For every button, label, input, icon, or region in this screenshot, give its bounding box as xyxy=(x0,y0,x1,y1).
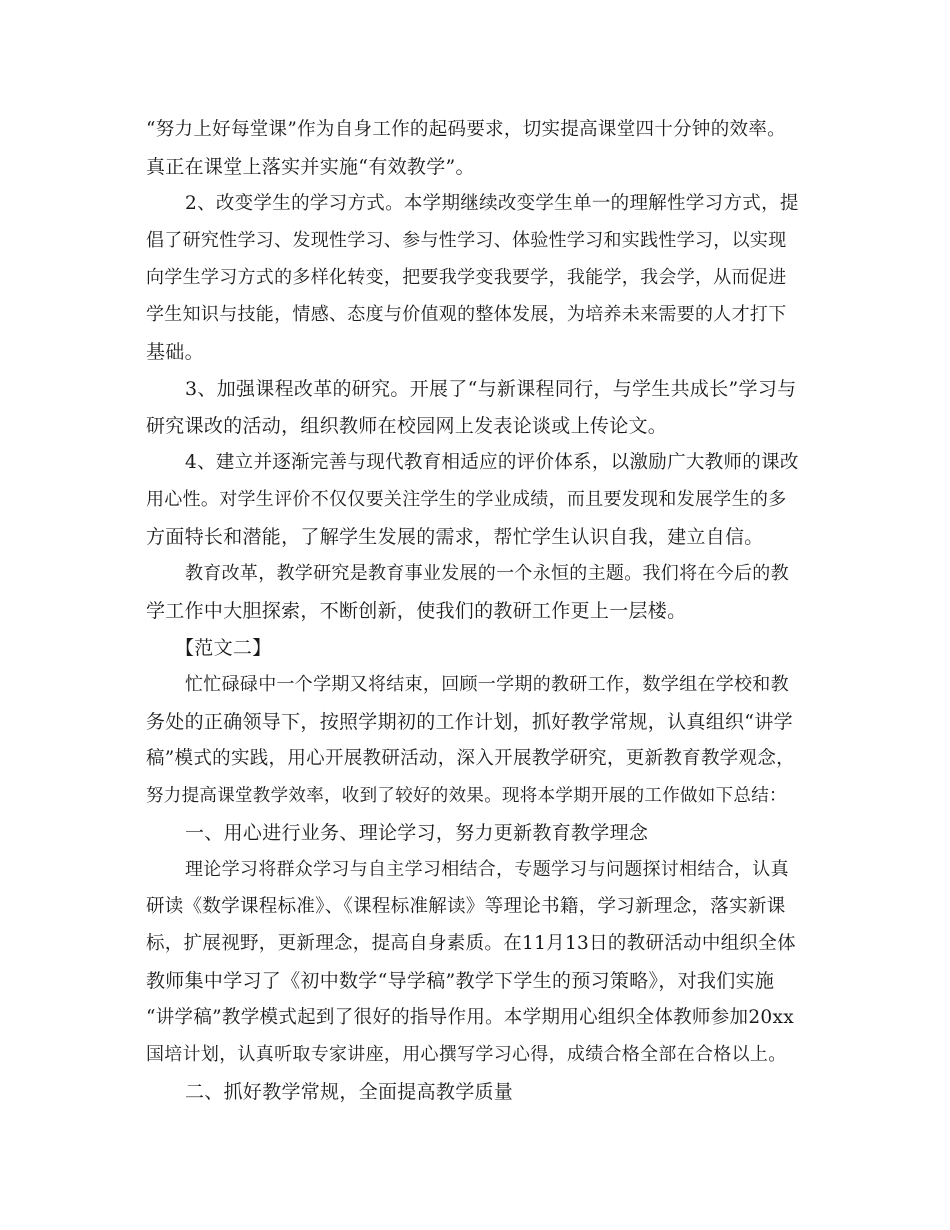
text-line: 基础。 xyxy=(146,341,204,363)
text-line: 标，扩展视野，更新理念，提高自身素质。在11月13日的教研活动中组织全体 xyxy=(146,933,796,954)
text-line: 向学生学习方式的多样化转变，把要我学变我要学，我能学，我会学，从而促进 xyxy=(146,267,787,288)
text-line: 稿”模式的实践，用心开展教研活动，深入开展教学研究，更新教育教学观念， xyxy=(146,748,795,769)
text-line: 国培计划，认真听取专家讲座，用心撰写学习心得，成绩合格全部在合格以上。 xyxy=(146,1044,787,1065)
text-line: 教育改革，教学研究是教育事业发展的一个永恒的主题。我们将在今后的教 xyxy=(185,563,789,584)
text-line: 研究课改的活动，组织教师在校园网上发表论谈或上传论文。 xyxy=(146,415,668,437)
text-line: 研读《数学课程标准》、《课程标准解读》等理论书籍，学习新理念，落实新课 xyxy=(146,896,786,917)
text-line: 理论学习将群众学习与自主学习相结合，专题学习与问题探讨相结合，认真 xyxy=(185,859,789,880)
text-line: 教师集中学习了《初中数学“导学稿”教学下学生的预习策略》，对我们实施 xyxy=(146,970,775,992)
text-line: “努力上好每堂课”作为自身工作的起码要求，切实提高课堂四十分钟的效率。 xyxy=(146,119,786,140)
text-line: 用心性。对学生评价不仅仅要关注学生的学业成绩，而且要发现和发展学生的多 xyxy=(146,489,787,510)
text-line: 2、改变学生的学习方式。本学期继续改变学生单一的理解性学习方式，提 xyxy=(185,193,799,214)
text-line: 方面特长和潜能，了解学生发展的需求，帮忙学生认识自我，建立自信。 xyxy=(146,526,764,548)
text-line: “讲学稿”教学模式起到了很好的指导作用。本学期用心组织全体教师参加20xx xyxy=(146,1007,794,1028)
text-line: 学工作中大胆探索，不断创新，使我们的教研工作更上一层楼。 xyxy=(146,600,687,622)
text-line: 忙忙碌碌中一个学期又将结束，回顾一学期的教研工作，数学组在学校和教 xyxy=(185,674,789,695)
text-line: 真正在课堂上落实并实施“有效教学”。 xyxy=(146,156,475,178)
text-line: 4、建立并逐渐完善与现代教育相适应的评价体系，以激励广大教师的课改 xyxy=(185,452,799,473)
text-line: 努力提高课堂教学效率，收到了较好的效果。现将本学期开展的工作做如下总结： xyxy=(146,786,787,806)
subsection-heading: 一、用心进行业务、理论学习，努力更新教育教学理念 xyxy=(185,822,649,844)
text-line: 倡了研究性学习、发现性学习、参与性学习、体验性学习和实践性学习，以实现 xyxy=(146,230,787,251)
text-line: 学生知识与技能，情感、态度与价值观的整体发展，为培养未来需要的人才打下 xyxy=(146,304,787,325)
text-line: 3、加强课程改革的研究。开展了“与新课程同行，与学生共成长”学习与 xyxy=(185,378,797,400)
subsection-heading: 二、抓好教学常规，全面提高教学质量 xyxy=(185,1081,514,1103)
text-line: 务处的正确领导下，按照学期初的工作计划，抓好教学常规，认真组织“讲学 xyxy=(146,711,793,733)
section-heading: 【范文二】 xyxy=(175,637,272,659)
